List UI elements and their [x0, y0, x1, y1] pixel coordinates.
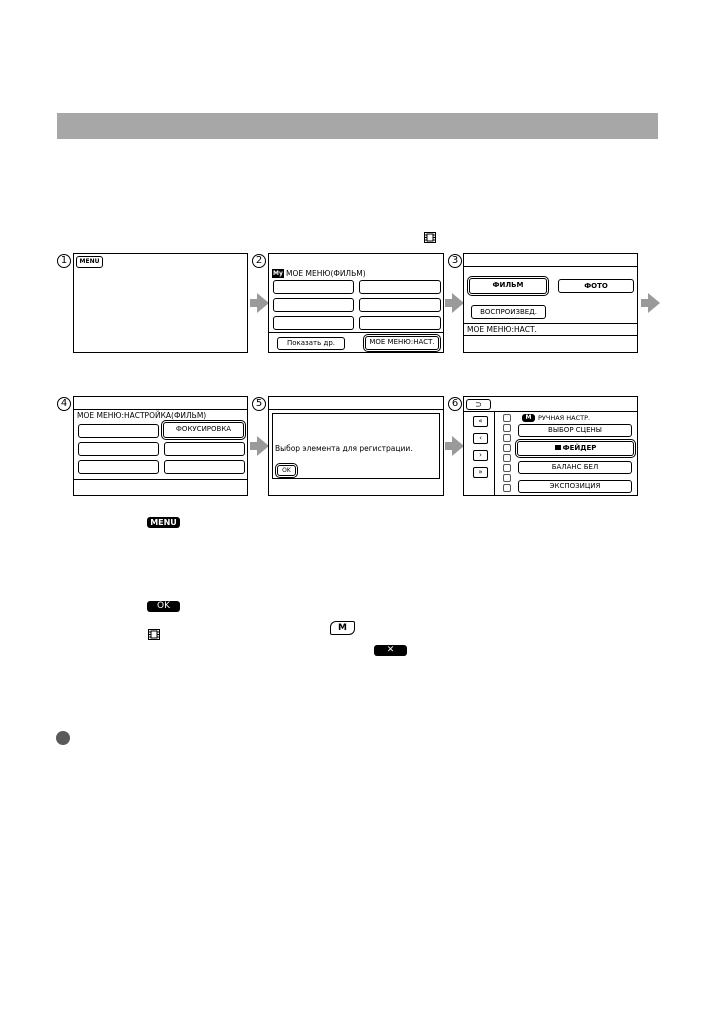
focus-button[interactable]: ФОКУСИРОВКА [163, 422, 244, 438]
divider [269, 332, 444, 333]
step-number-6: 6 [448, 397, 462, 411]
step-number-4: 4 [57, 397, 71, 411]
ok-inline-icon: OK [147, 601, 180, 612]
menu-slot-6[interactable] [359, 316, 441, 330]
playback-button[interactable]: ВОСПРОИЗВЕД. [471, 305, 546, 319]
menu-slot-5[interactable] [273, 316, 354, 330]
white-balance-button[interactable]: БАЛАНС БЕЛ [518, 461, 632, 474]
menu-slot-3[interactable] [273, 298, 354, 312]
ok-button[interactable]: OK [277, 465, 296, 476]
divider [269, 409, 444, 410]
divider [464, 323, 638, 324]
note-bullet-icon [56, 731, 70, 745]
close-inline-icon: ✕ [374, 645, 407, 656]
manual-inline-label: M [338, 623, 347, 633]
scene-select-button[interactable]: ВЫБОР СЦЕНЫ [518, 424, 632, 437]
screen-5 [268, 396, 444, 496]
menu-slot-5[interactable] [78, 460, 159, 474]
page-down-button[interactable]: › [473, 450, 488, 461]
page-last-button[interactable]: » [473, 467, 488, 478]
category-title: РУЧНАЯ НАСТР. [538, 414, 591, 422]
screen2-title: МОЕ МЕНЮ(ФИЛЬМ) [286, 269, 366, 278]
screen-2 [268, 253, 444, 353]
menu-slot-4[interactable] [359, 298, 441, 312]
step-number-5: 5 [252, 397, 266, 411]
category-icon-1 [503, 414, 511, 422]
exposure-button[interactable]: ЭКСПОЗИЦИЯ [518, 480, 632, 493]
screen-4 [73, 396, 248, 496]
screen-3 [463, 253, 638, 353]
menu-slot-1[interactable] [78, 424, 159, 438]
step-number-3: 3 [448, 254, 462, 268]
category-icon-7 [503, 474, 511, 482]
manual-inline-icon [330, 621, 355, 635]
category-icon-6 [503, 464, 511, 472]
photo-button[interactable]: ФОТО [558, 279, 634, 293]
show-more-button[interactable]: Показать др. [277, 337, 345, 350]
manual-badge-icon: M [522, 414, 535, 422]
category-icon-8 [503, 484, 511, 492]
page-up-button[interactable]: ‹ [473, 433, 488, 444]
screen3-footer: МОЕ МЕНЮ:НАСТ. [467, 325, 537, 334]
next-arrow [648, 293, 660, 313]
movie-button[interactable]: ФИЛЬМ [469, 278, 547, 294]
step-number-2: 2 [252, 254, 266, 268]
menu-slot-1[interactable] [273, 280, 354, 294]
menu-slot-6[interactable] [164, 460, 245, 474]
screen-1 [73, 253, 248, 353]
nav-column-divider [494, 411, 495, 496]
section-header-bar [57, 113, 658, 139]
category-icon-2 [503, 424, 511, 432]
fader-icon [555, 445, 561, 450]
divider [464, 266, 638, 267]
screen4-title: МОЕ МЕНЮ:НАСТРОЙКА(ФИЛЬМ) [77, 411, 207, 420]
menu-slot-2[interactable] [359, 280, 441, 294]
movie-mode-icon [424, 228, 436, 239]
screen-6 [463, 396, 638, 496]
category-icon-3 [503, 434, 511, 442]
page-first-button[interactable]: « [473, 416, 488, 427]
back-button[interactable]: ⊃ [466, 399, 491, 410]
category-icon-4 [503, 444, 511, 452]
fader-button[interactable] [517, 441, 634, 456]
divider [74, 409, 248, 410]
menu-slot-3[interactable] [78, 442, 159, 456]
dialog-message: Выбор элемента для регистрации. [275, 444, 413, 453]
my-menu-badge: My [273, 270, 283, 277]
divider [74, 479, 248, 480]
menu-button[interactable]: MENU [76, 256, 103, 268]
my-menu-set-button[interactable]: МОЕ МЕНЮ:НАСТ. [365, 336, 439, 350]
divider [464, 335, 638, 336]
menu-inline-icon: MENU [147, 517, 180, 528]
menu-slot-4[interactable] [164, 442, 245, 456]
step-number-1: 1 [57, 254, 71, 268]
divider [464, 411, 638, 412]
movie-mode-inline-icon [148, 625, 160, 636]
category-icon-5 [503, 454, 511, 462]
fader-label: ФЕЙДЕР [562, 444, 597, 452]
